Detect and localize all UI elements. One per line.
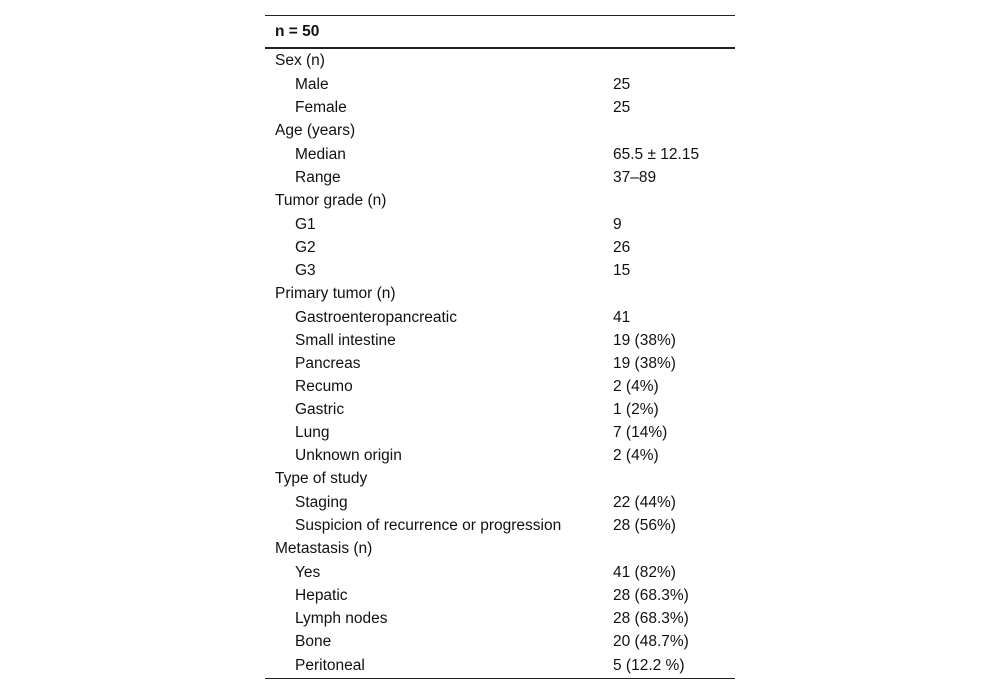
table-body — [265, 48, 735, 679]
item-label: Lung — [295, 423, 330, 441]
table-row — [265, 514, 735, 537]
item-label: Peritoneal — [265, 653, 613, 679]
table-row — [265, 444, 735, 467]
category-label: Age (years) — [275, 122, 356, 139]
item-label: Small intestine — [295, 331, 396, 349]
item-value: 22 (44%) — [613, 493, 676, 511]
item-label: Range — [295, 168, 341, 186]
table-row — [265, 537, 735, 561]
table-row — [265, 329, 735, 352]
item-value: 37–89 — [613, 168, 657, 186]
item-value: 28 (68.3%) — [613, 586, 689, 604]
table-row — [265, 607, 735, 630]
table-row — [265, 467, 735, 491]
item-value: 5 (12.2 %) — [613, 653, 735, 679]
table-row — [265, 282, 735, 306]
item-label: Recumo — [295, 377, 353, 395]
table-row — [265, 352, 735, 375]
item-label: Pancreas — [295, 354, 361, 372]
item-value — [613, 48, 735, 73]
item-label: Lymph nodes — [295, 609, 388, 627]
item-value: 25 — [613, 98, 631, 116]
table-row — [265, 189, 735, 213]
item-value: 9 — [613, 215, 622, 233]
table-row — [265, 421, 735, 444]
item-label: G1 — [295, 215, 316, 233]
table-row — [265, 398, 735, 421]
item-value: 1 (2%) — [613, 400, 659, 418]
item-label: Staging — [295, 493, 348, 511]
table-row — [265, 653, 735, 679]
table-row — [265, 143, 735, 166]
item-label: Unknown origin — [295, 446, 402, 464]
item-value: 15 — [613, 261, 631, 279]
table-row — [265, 375, 735, 398]
item-value — [613, 467, 735, 491]
item-value: 26 — [613, 238, 631, 256]
item-value — [613, 119, 735, 143]
item-label: Gastric — [295, 400, 345, 418]
category-label: Primary tumor (n) — [275, 285, 396, 302]
category-label: Tumor grade (n) — [275, 192, 387, 209]
item-value: 41 — [613, 308, 631, 326]
item-label: Female — [295, 98, 347, 116]
item-value: 25 — [613, 75, 631, 93]
table-row — [265, 213, 735, 236]
item-value: 20 (48.7%) — [613, 632, 689, 650]
table-row — [265, 259, 735, 282]
table-row — [265, 306, 735, 329]
item-label: Male — [295, 75, 329, 93]
table-row — [265, 166, 735, 189]
item-label: Suspicion of recurrence or progression — [295, 516, 562, 534]
table-row — [265, 491, 735, 514]
item-value: 2 (4%) — [613, 377, 659, 395]
item-value: 19 (38%) — [613, 331, 676, 349]
table-row — [265, 119, 735, 143]
item-label: G3 — [295, 261, 316, 279]
item-value: 7 (14%) — [613, 423, 668, 441]
item-value: 41 (82%) — [613, 563, 676, 581]
demographics-table-container — [265, 15, 735, 679]
category-label: Metastasis (n) — [275, 540, 373, 557]
item-value — [613, 282, 735, 306]
item-value — [613, 537, 735, 561]
table-row — [265, 630, 735, 653]
table-row — [265, 561, 735, 584]
table-header-n: n = 50 — [265, 16, 735, 49]
item-value — [613, 189, 735, 213]
table-row — [265, 73, 735, 96]
table-row — [265, 236, 735, 259]
table-header-row — [265, 16, 735, 49]
table-row — [265, 584, 735, 607]
item-label: Hepatic — [295, 586, 348, 604]
item-label: Gastroenteropancreatic — [295, 308, 457, 326]
table-row — [265, 48, 735, 73]
item-label: Yes — [295, 563, 321, 581]
category-label: Sex (n) — [275, 52, 325, 69]
table-row — [265, 96, 735, 119]
patient-characteristics-table — [265, 15, 735, 679]
item-label: Median — [295, 145, 346, 163]
item-label: Bone — [295, 632, 332, 650]
item-label: G2 — [295, 238, 316, 256]
category-label: Type of study — [275, 470, 368, 487]
item-value: 28 (56%) — [613, 516, 676, 534]
item-value: 28 (68.3%) — [613, 609, 689, 627]
item-value: 19 (38%) — [613, 354, 676, 372]
item-value: 65.5 ± 12.15 — [613, 145, 700, 163]
item-value: 2 (4%) — [613, 446, 659, 464]
